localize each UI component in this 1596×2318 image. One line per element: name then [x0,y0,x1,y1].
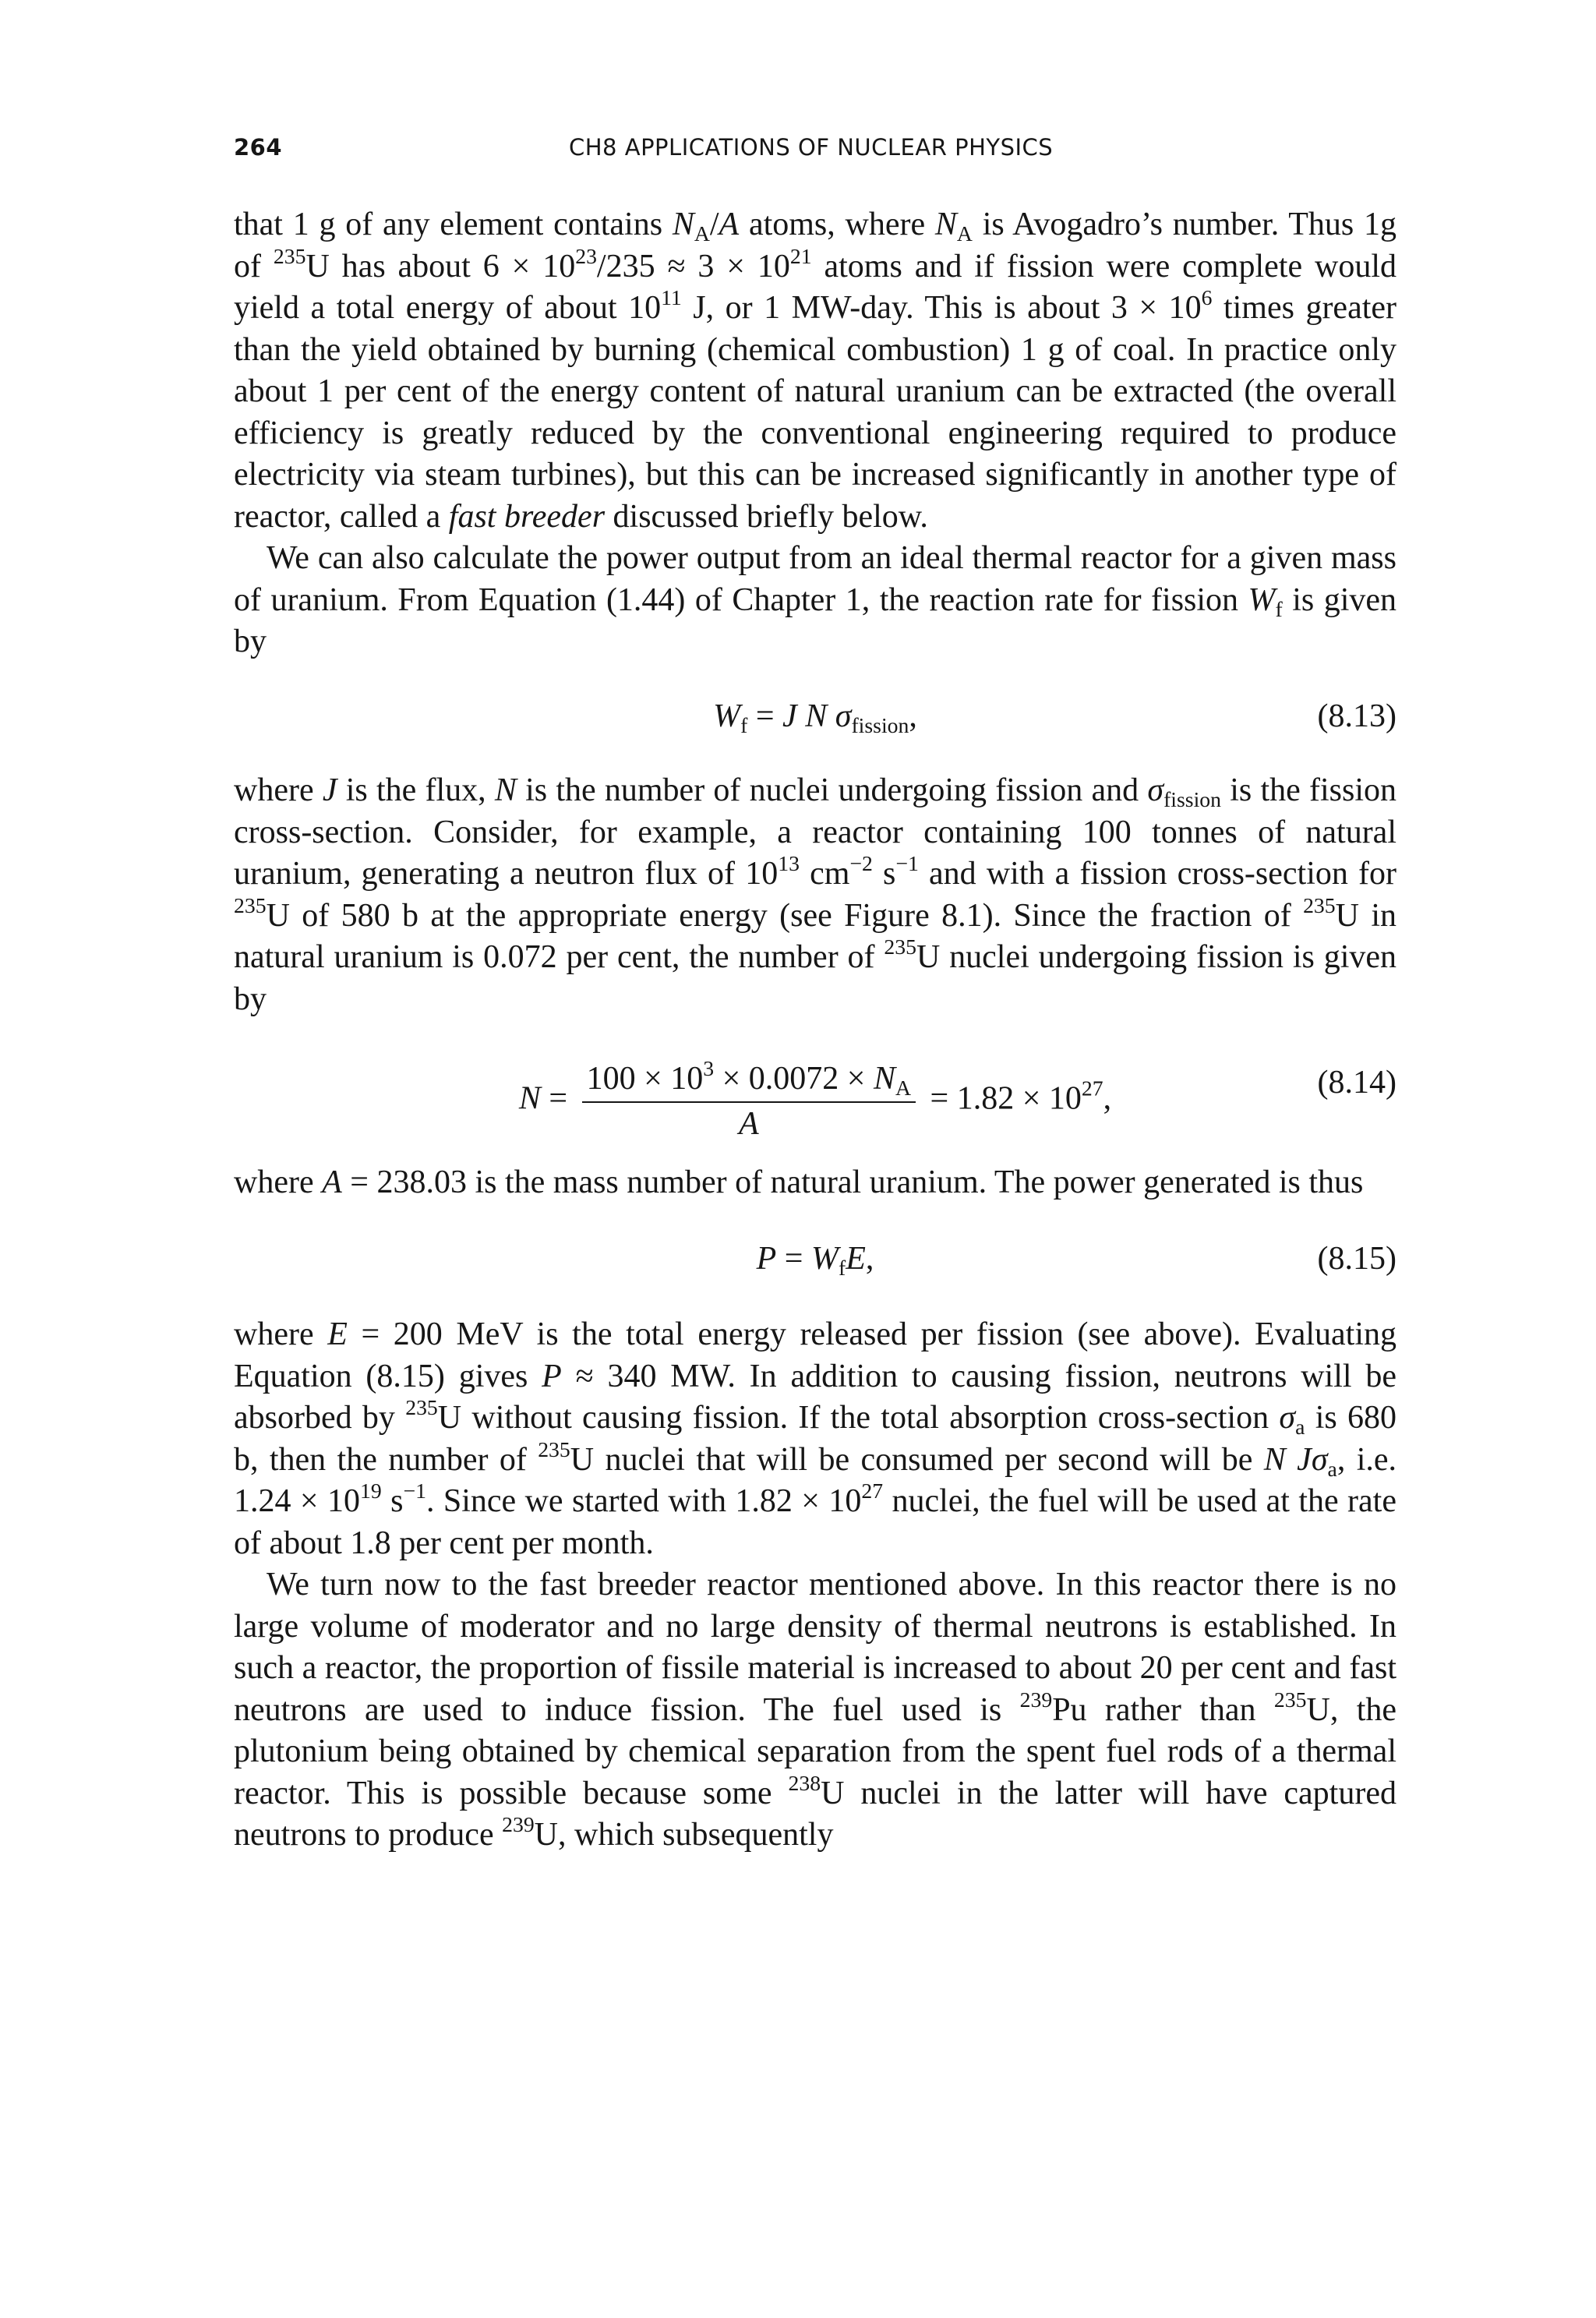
equation-8-15 [234,1239,1396,1281]
fraction [582,1055,916,1143]
paragraph-6: We turn now to the fast breeder reactor mentioned above. In this reactor there is no large volume of moderator and no large density of thermal neutrons is established. In such a reactor, the proportion of fissile material is increased to about 20 per cent and fast neutrons are used to induce fission. The fuel used is $^{239}$Pu rather than $^{235}$U, the plutonium being obtained by chemical separation from the spent fuel rods of a thermal reactor. This is possible because some $^{238}$U nuclei in the latter will have captured neutrons to produce $^{239}$U, which subsequently [234,1567,1396,1853]
paragraph-4: where A = 238.03 is the mass number of natural uranium. The power generated is thus [234,1164,1364,1200]
paragraph-2: We can also calculate the power output from an ideal thermal reactor for a given mass of uranium. From Equation (1.44) of Chapter 1, the reaction rate for fission $W_f$ is given by [234,540,1396,659]
equation-8-14-body: N = $\frac{100 \times 10^3 \times 0.0072 \times N_A}{A}$ = $1.82 \times 10^{27}$, [518,1055,1112,1142]
page-number: 264 [234,134,283,161]
equation-number: (8.13) [1317,698,1396,734]
paragraph-3: where J is the flux, N is the number of nuclei undergoing fission and $\sigma_{fission}$ is the fission cross-section. Consider, for example, a reactor containing 100 tonnes of natural uranium, generating a neutron flux of $10^{13}$ $cm^{-2}$ $s^{-1}$ and with a fission cross-section for $^{235}$U of 580 b at the appropriate energy (see Figure 8.1). Since the fraction of $^{235}$U in natural uranium is 0.072 per cent, the number of $^{235}$U nuclei undergoing fission is given by [234,772,1397,1017]
equation-8-15-body: $P = W_fE$, [756,1240,874,1280]
equation-8-14 [234,1041,1396,1142]
paragraph-5: where E = 200 MeV is the total energy released per fission (see above). Evaluating Equation (8.15) gives P ≈ 340 MW. In addition to causing fission, neutrons will be absorbed by $^{235}$U without causing fission. If the total absorption cross-section $\sigma_a$ is 680 b, then the number of $^{235}$U nuclei that will be consumed per second will be N $J\sigma_a$, i.e. $1.24 \times 10^{19}$ $s^{-1}$. Since we started with $1.82 \times 10^{27}$ nuclei, the fuel will be used at the rate of about 1.8 per cent per month. [234,1316,1397,1561]
body-text [234,204,1396,1857]
running-head [234,134,1396,173]
fraction-denominator: A [738,1106,759,1142]
equation-8-13-body: $W_f = J$ N $\sigma_{fission}$, [713,698,917,737]
chapter-title: CH8 APPLICATIONS OF NUCLEAR PHYSICS [569,134,1054,161]
equation-number: (8.14) [1317,1065,1396,1101]
equation-number: (8.15) [1317,1240,1396,1277]
fraction-numerator: $100 \times 10^3 \times 0.0072 \times N_A$ [582,1059,916,1103]
equation-8-13 [234,696,1396,738]
paragraph-1: that 1 g of any element contains $N_A/A$ atoms, where $N_A$ is Avogadro’s number. Thus 1g of $^{235}$U has about $6 \times 10^{23}/235 \approx 3 \times 10^{21}$ atoms and if fission were complete would yield a total energy of about $10^{11}$ J, or 1 MW-day. This is about $3 \times 10^6$ times greater than the yield obtained by burning (chemical combustion) 1 g of coal. In practice only about 1 per cent of the energy content of natural uranium can be extracted (the overall efficiency is greatly reduced by the conventional engineering required to produce electricity via steam turbines), but this can be increased significantly in another type of reactor, called a fast breeder discussed briefly below. [234,207,1397,535]
